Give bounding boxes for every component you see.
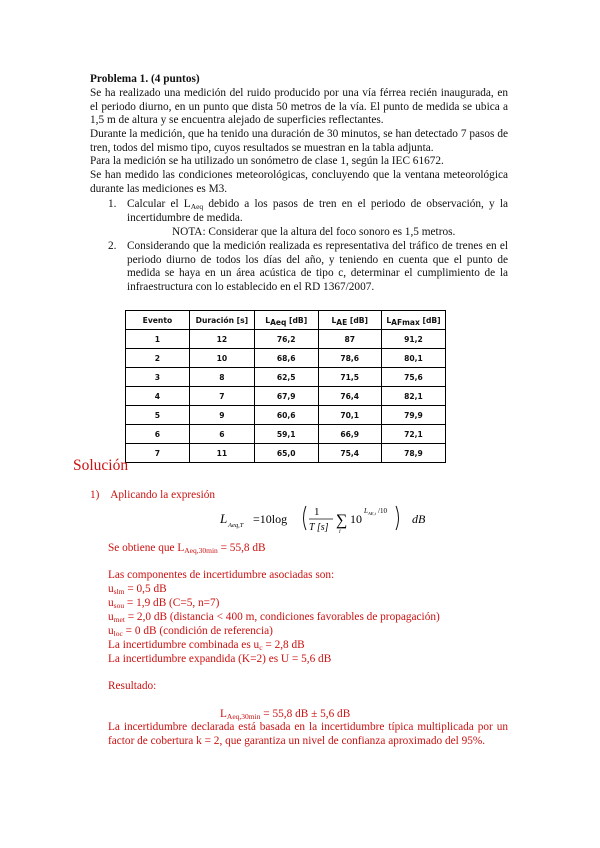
table-cell: 62,5: [254, 368, 318, 387]
solution-heading: Solución: [73, 457, 129, 474]
formula-lhs-sub: Aeq,T: [228, 522, 244, 529]
header-duracion: Duración [s]: [189, 311, 254, 330]
formula-sum-sub: i: [339, 529, 341, 535]
table-cell: 7: [189, 387, 254, 406]
table-cell: 8: [189, 368, 254, 387]
formula-exp-tail: /10: [378, 507, 387, 515]
table-row: [126, 406, 446, 425]
header-laeq: $L_{Aeq}$ [dB]: [254, 311, 318, 330]
formula-sum: ∑: [336, 512, 348, 529]
table-cell: 82,1: [381, 387, 445, 406]
header-lafmax: $L_{AFmax}$ [dB]: [381, 311, 445, 330]
table-cell: 5: [126, 406, 190, 425]
table-cell: 10: [189, 349, 254, 368]
solution-item-1-text: Aplicando la expresión: [110, 489, 216, 501]
table-row: [126, 330, 446, 349]
formula-frac-num: 1: [314, 506, 320, 518]
table-cell: 67,9: [254, 387, 318, 406]
table-cell: 68,6: [254, 349, 318, 368]
table-cell: 2: [126, 349, 190, 368]
question-1-text: Calcular el $L_{Aeq}$ debido a los pasos de tren en el periodo de observación, y la incertidumbre de medida.: [127, 198, 508, 224]
table-row: [126, 387, 446, 406]
table-cell: 11: [189, 444, 254, 463]
table-cell: 66,9: [318, 425, 381, 444]
train-events-table: [125, 310, 446, 463]
formula-base: 10: [350, 512, 362, 526]
table-cell: 65,0: [254, 444, 318, 463]
table-row: [126, 444, 446, 463]
formula-unit: dB: [412, 512, 426, 526]
formula-exp: L: [364, 507, 368, 515]
uncertainty-sou: $u_{sou} = 1,9$ dB (C=5, n=7): [108, 597, 220, 610]
question-1-number: 1.: [108, 198, 117, 210]
table-cell: 6: [126, 425, 190, 444]
result-label: Resultado:: [108, 680, 157, 692]
table-cell: 79,9: [381, 406, 445, 425]
table-row: [126, 349, 446, 368]
table-cell: 78,6: [318, 349, 381, 368]
uncertainty-intro: Las componentes de incertidumbre asociadas son:: [108, 569, 335, 581]
question-2-text: Considerando que la medición realizada es representativa del tráfico de trenes en el periodo diurno de todos los días del año, y teniendo en cuenta que el punto de medida se haya en un área acústica de tipo c, determinar el cumplimiento de la infraestructura con lo establecido en el RD 1367/2007.: [127, 240, 508, 293]
uncertainty-loc: $u_{loc} = 0$ dB (condición de referencia): [108, 625, 273, 638]
problem-paragraph-1: Se ha realizado una medición del ruido producido por una vía férrea recién inaugurada, en el periodo diurno, en un punto que dista 50 metros de la vía. El punto de medida se ubica a 1,5 m de altura y se encuentra alejado de superficies reflectantes.: [90, 87, 508, 127]
table-cell: 59,1: [254, 425, 318, 444]
table-cell: 7: [126, 444, 190, 463]
header-lae: $L_{AE}$ [dB]: [318, 311, 381, 330]
problem-paragraph-4: Se han medido las condiciones meteorológicas, concluyendo que la ventana meteorológica durante las mediciones es M3.: [90, 169, 508, 195]
table-cell: 60,6: [254, 406, 318, 425]
uncertainty-slm: $u_{slm} = 0,5$ dB: [108, 583, 167, 596]
table-cell: 12: [189, 330, 254, 349]
table-cell: 75,4: [318, 444, 381, 463]
problem-paragraph-2: Durante la medición, que ha tenido una duración de 30 minutos, se han detectado 7 pasos de tren, todos del mismo tipo, cuyos resultados se muestran en la tabla adjunta.: [90, 128, 508, 154]
obtained-value: Se obtiene que $L_{Aeq,30min} = 55,8$ dB: [108, 542, 266, 555]
problem-paragraph-3: Para la medición se ha utilizado un sonómetro de clase 1, según la IEC 61672.: [90, 155, 444, 167]
formula-lhs: L: [220, 511, 228, 526]
table-row: [126, 368, 446, 387]
table-header-row: [126, 311, 446, 330]
solution-item-1-number: 1): [90, 489, 100, 501]
problem-title: Problema 1. (4 puntos): [90, 73, 200, 85]
closing-statement: La incertidumbre declarada está basada en la incertidumbre típica multiplicada por un factor de cobertura k = 2, que garantiza un nivel de confianza aproximado del 95%.: [108, 721, 508, 747]
expanded-uncertainty: La incertidumbre expandida (K=2) es U = 5,6 dB: [108, 653, 332, 665]
table-cell: 71,5: [318, 368, 381, 387]
table-cell: 76,2: [254, 330, 318, 349]
table-cell: 6: [189, 425, 254, 444]
table-cell: 76,4: [318, 387, 381, 406]
question-1-note: NOTA: Considerar que la altura del foco sonoro es 1,5 metros.: [172, 226, 456, 238]
table-cell: 70,1: [318, 406, 381, 425]
table-cell: 3: [126, 368, 190, 387]
header-evento: Evento: [126, 311, 190, 330]
table-cell: 80,1: [381, 349, 445, 368]
table-cell: 75,6: [381, 368, 445, 387]
table-cell: 91,2: [381, 330, 445, 349]
table-cell: 9: [189, 406, 254, 425]
uncertainty-met: $u_{met} = 2,0$ dB (distancia < 400 m, condiciones favorables de propagación): [108, 611, 440, 624]
table-cell: 72,1: [381, 425, 445, 444]
final-result: $L_{Aeq,30min} = 55,8$ dB ± 5,6 dB: [220, 708, 351, 721]
formula-equals: =10log: [253, 512, 288, 526]
combined-uncertainty: La incertidumbre combinada es $u_c = 2,8$ dB: [108, 639, 305, 652]
question-2-number: 2.: [108, 240, 117, 252]
formula-frac-den: T [s]: [309, 522, 329, 533]
laeq-formula: [218, 498, 438, 538]
table-cell: 87: [318, 330, 381, 349]
formula-exp-sub: AE,i: [368, 511, 376, 516]
table-cell: 1: [126, 330, 190, 349]
table-row: [126, 425, 446, 444]
table-cell: 4: [126, 387, 190, 406]
table-cell: 78,9: [381, 444, 445, 463]
